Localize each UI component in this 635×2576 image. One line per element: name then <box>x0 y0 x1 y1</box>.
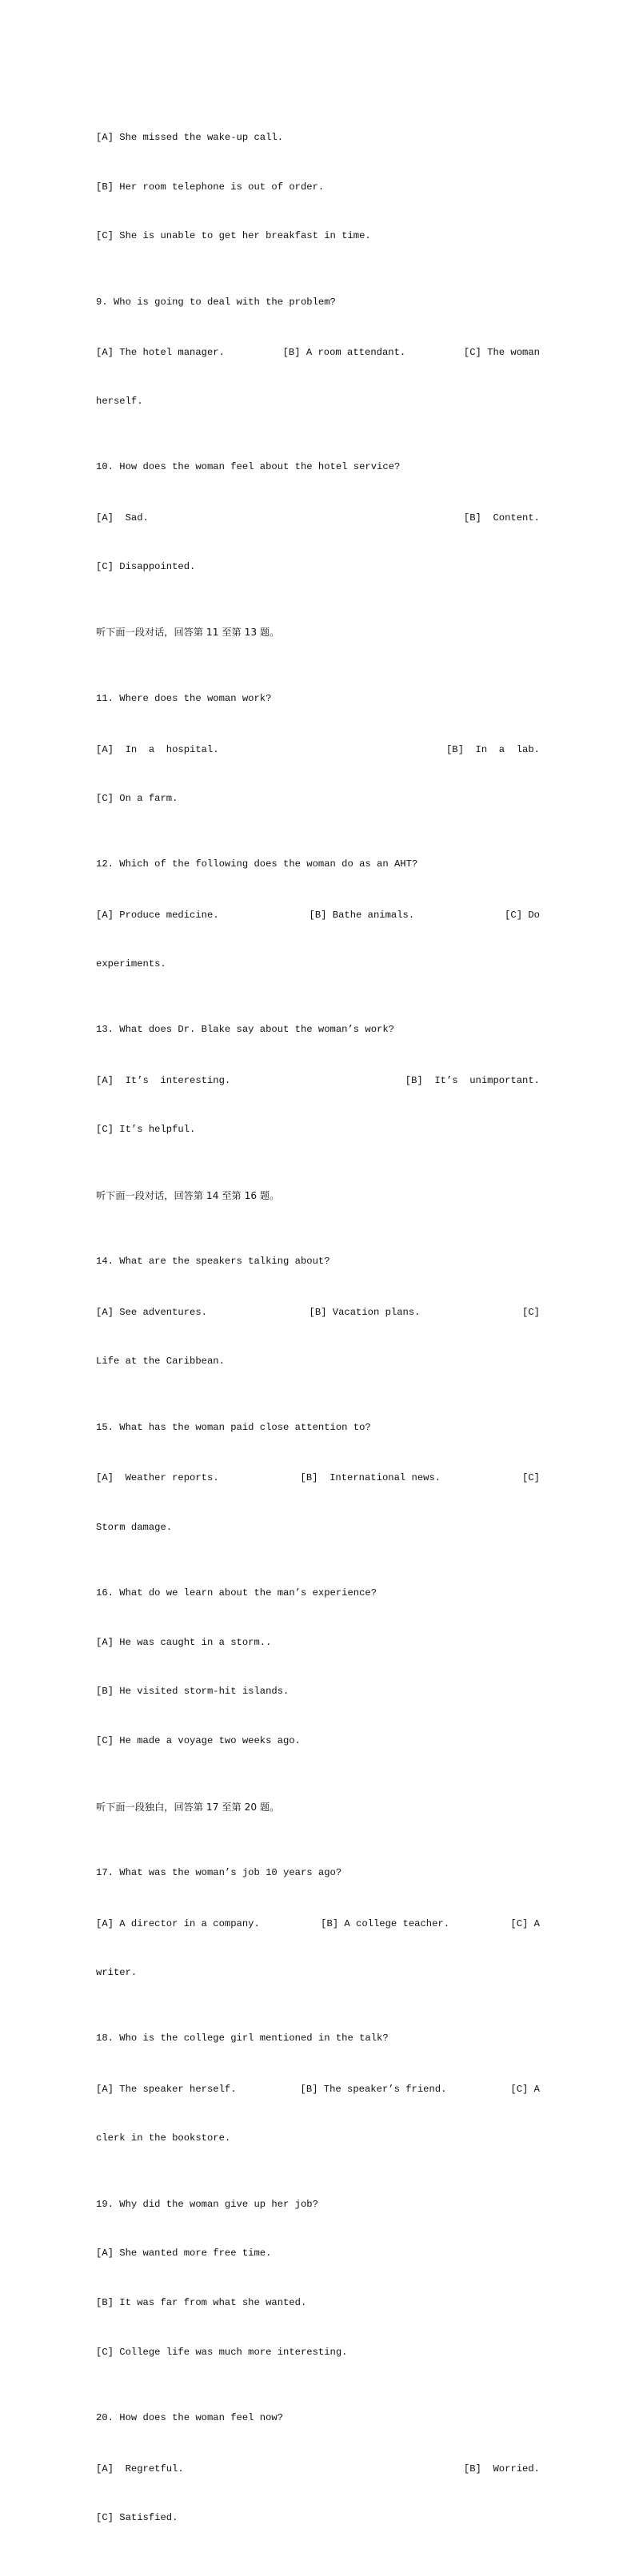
option-a: [A] Regretful. <box>96 2463 184 2475</box>
option-a: [A] The hotel manager. <box>96 346 225 358</box>
option-continuation: Storm damage. <box>96 1521 173 1533</box>
option-continuation: Life at the Caribbean. <box>96 1356 225 1368</box>
option-b: [B] Content. <box>463 512 540 524</box>
option-c: [C] The woman <box>463 346 540 358</box>
option-c: [C] On a farm. <box>96 792 178 804</box>
question-stem: 13. What does Dr. Blake say about the woman’s work? <box>96 1024 394 1036</box>
option-c: [C] It’s helpful. <box>96 1124 196 1136</box>
option-continuation: herself. <box>96 395 143 407</box>
option-continuation: experiments. <box>96 958 166 970</box>
option-a: [A] A director in a company. <box>96 1917 260 1929</box>
question-stem: 16. What do we learn about the man’s experience? <box>96 1587 377 1599</box>
option: [C] College life was much more interesting. <box>96 2347 348 2358</box>
option-c: [C] Disappointed. <box>96 561 196 573</box>
option: [A] He was caught in a storm.. <box>96 1636 272 1648</box>
options-row <box>96 2459 540 2477</box>
option-continuation: writer. <box>96 1966 138 1978</box>
option-c: [C] A <box>510 2084 540 2096</box>
option-b: [B] Worried. <box>463 2463 540 2475</box>
options-row <box>96 1303 540 1320</box>
options-row <box>96 1914 540 1932</box>
options-row <box>96 1071 540 1089</box>
option: [C] He made a voyage two weeks ago. <box>96 1735 301 1747</box>
option: [A] She missed the wake-up call. <box>96 131 284 143</box>
option-b: [B] International news. <box>300 1472 441 1484</box>
question-stem: 15. What has the woman paid close attention to? <box>96 1421 371 1433</box>
option-b: [B] The speaker’s friend. <box>300 2084 447 2096</box>
option-c: [C] Do <box>505 909 540 921</box>
listening-questions <box>96 80 540 2576</box>
option-b: [B] In a lab. <box>445 743 540 755</box>
options-row <box>96 344 540 360</box>
section-instruction: 听下面一段对话，回答第 14 至第 16 题。 <box>96 1189 280 1201</box>
option-a: [A] Produce medicine. <box>96 909 219 921</box>
option-b: [B] A room attendant. <box>282 346 406 358</box>
option: [B] It was far from what she wanted. <box>96 2297 307 2309</box>
section-instruction: 听下面一段独白，回答第 17 至第 20 题。 <box>96 1801 280 1813</box>
question-stem: 12. Which of the following does the woman do as an AHT? <box>96 858 418 870</box>
question-stem: 10. How does the woman feel about the hotel service? <box>96 461 401 473</box>
option-b: [B] A college teacher. <box>321 1917 450 1929</box>
option-a: [A] See adventures. <box>96 1306 207 1318</box>
option: [C] She is unable to get her breakfast in time. <box>96 230 371 242</box>
options-row <box>96 1468 540 1486</box>
option-b: [B] Vacation plans. <box>309 1306 421 1318</box>
question-stem: 14. What are the speakers talking about? <box>96 1256 330 1268</box>
option-a: [A] Weather reports. <box>96 1472 219 1484</box>
section-instruction: 听下面一段对话，回答第 11 至第 13 题。 <box>96 627 280 639</box>
option: [A] She wanted more free time. <box>96 2248 272 2259</box>
option-a: [A] It’s interesting. <box>96 1075 231 1087</box>
options-row <box>96 2080 540 2097</box>
question-stem: 18. Who is the college girl mentioned in the talk? <box>96 2033 389 2044</box>
option-a: [A] The speaker herself. <box>96 2084 237 2096</box>
option: [B] He visited storm-hit islands. <box>96 1686 290 1698</box>
option-b: [B] Bathe animals. <box>309 909 415 921</box>
option-continuation: clerk in the bookstore. <box>96 2132 231 2144</box>
option-c: [C] <box>522 1306 540 1318</box>
options-row <box>96 906 540 923</box>
option-a: [A] Sad. <box>96 512 149 524</box>
question-stem: 20. How does the woman feel now? <box>96 2412 284 2424</box>
option-b: [B] It’s unimportant. <box>405 1075 540 1087</box>
option: [B] Her room telephone is out of order. <box>96 181 325 193</box>
options-row <box>96 508 540 526</box>
option-c: [C] Satisfied. <box>96 2512 178 2524</box>
question-stem: 9. Who is going to deal with the problem? <box>96 296 336 308</box>
option-c: [C] A <box>510 1917 540 1929</box>
question-stem: 19. Why did the woman give up her job? <box>96 2198 318 2210</box>
question-stem: 11. Where does the woman work? <box>96 692 272 704</box>
option-a: [A] In a hospital. <box>96 743 219 755</box>
option-c: [C] <box>522 1472 540 1484</box>
options-row <box>96 740 540 758</box>
question-stem: 17. What was the woman’s job 10 years ago? <box>96 1866 342 1878</box>
